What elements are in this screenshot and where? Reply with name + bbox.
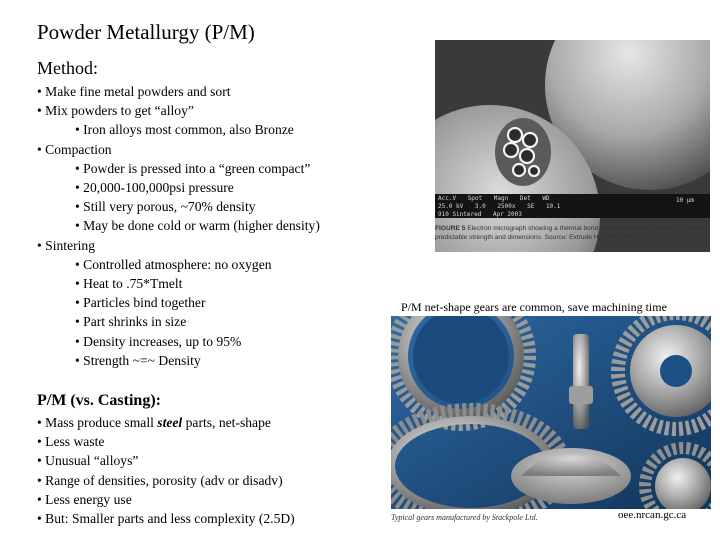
gears-illustration (391, 316, 711, 509)
method-subitem: • Heat to .75*Tmelt (75, 276, 183, 292)
slide-title: Powder Metallurgy (P/M) (37, 20, 255, 44)
casting-item: • But: Smaller parts and less complexity (2.5D) (37, 511, 295, 527)
info-magn: Magn (493, 195, 509, 202)
method-subitem: • Controlled atmosphere: no oxygen (75, 256, 272, 272)
method-item: • Sintering (37, 237, 95, 253)
method-subitem: • Strength ~=~ Density (75, 352, 201, 368)
info-accv: Acc.V (438, 195, 457, 202)
info-sample: 910 Sintered (438, 211, 482, 218)
casting-item-suffix: parts, net-shape (182, 415, 271, 430)
method-subitem: • Particles bind together (75, 295, 206, 311)
info-det: Det (519, 195, 531, 202)
method-list (37, 82, 320, 370)
micrograph-info-bar (435, 194, 710, 218)
gears-credit: Typical gears manufactured by Stackpole Ltd. (391, 513, 538, 522)
info-spot: Spot (467, 195, 483, 202)
info-spot-val: 3.0 (474, 203, 486, 210)
method-item: • Compaction (37, 141, 112, 157)
source-link[interactable]: oee.nrcan.gc.ca (618, 509, 687, 521)
info-wd-val: 10.1 (545, 203, 561, 210)
info-wd: WD (542, 195, 550, 202)
casting-item: • Less waste (37, 434, 105, 450)
micrograph-illustration (435, 40, 710, 252)
casting-heading: P/M (vs. Casting): (37, 392, 161, 409)
sintered-particle-micrograph (435, 40, 710, 252)
method-subitem: • May be done cold or warm (higher density) (75, 218, 320, 234)
casting-list (37, 413, 295, 528)
method-item: • Make fine metal powders and sort (37, 84, 231, 99)
method-subitem: • Density increases, up to 95% (75, 333, 242, 349)
figure-label: FIGURE 5 (435, 225, 466, 232)
scale-bar-label: 10 µm (675, 197, 694, 204)
micrograph-caption (435, 224, 710, 242)
casting-item (37, 413, 295, 432)
method-item: • Mix powders to get “alloy” (37, 103, 194, 119)
method-subitem: • Powder is pressed into a “green compact” (75, 160, 311, 176)
powder-pile-icon (511, 448, 631, 504)
info-date: Apr 2003 (492, 211, 522, 218)
casting-item: • Unusual “alloys” (37, 453, 139, 469)
info-magn-val: 2500x (497, 203, 516, 210)
method-heading: Method: (37, 58, 98, 78)
method-subitem: • 20,000-100,000psi pressure (75, 180, 234, 196)
casting-item-prefix: • Mass produce small (37, 415, 158, 430)
casting-item: • Less energy use (37, 491, 132, 507)
steel-emphasis: steel (157, 415, 183, 430)
method-subitem: • Iron alloys most common, also Bronze (75, 122, 294, 138)
figure-caption-text: Electron micrograph showing a thermal bond produced through sintering to ensure predictable strength and dimensions. Source: Extrude Hone/ProMetal, 2003. (435, 225, 708, 241)
method-subitem: • Part shrinks in size (75, 314, 187, 330)
info-kv: 25.0 kV (438, 203, 464, 210)
pm-gears-photo (391, 316, 711, 509)
method-subitem: • Still very porous, ~70% density (75, 199, 256, 215)
casting-item: • Range of densities, porosity (adv or disadv) (37, 472, 283, 488)
gears-caption: P/M net-shape gears are common, save machining time (401, 300, 667, 314)
info-det-val: SE (527, 203, 535, 210)
